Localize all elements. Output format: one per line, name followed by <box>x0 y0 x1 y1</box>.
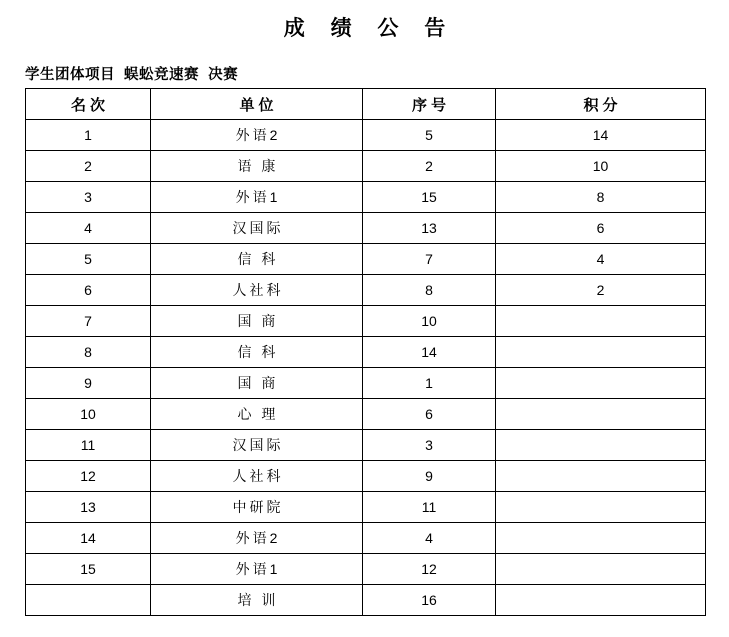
cell-seq: 9 <box>363 461 496 492</box>
cell-unit: 培 训 <box>151 585 363 616</box>
cell-seq: 2 <box>363 151 496 182</box>
column-header-rank: 名次 <box>26 89 151 120</box>
table-row <box>26 275 706 306</box>
cell-points: 10 <box>496 151 706 182</box>
cell-points: 14 <box>496 120 706 151</box>
cell-seq: 11 <box>363 492 496 523</box>
cell-points <box>496 585 706 616</box>
table-row <box>26 368 706 399</box>
cell-seq: 3 <box>363 430 496 461</box>
cell-rank: 11 <box>26 430 151 461</box>
table-row <box>26 120 706 151</box>
table-row <box>26 151 706 182</box>
table-body <box>26 120 706 616</box>
cell-rank: 8 <box>26 337 151 368</box>
cell-rank: 1 <box>26 120 151 151</box>
cell-unit: 心 理 <box>151 399 363 430</box>
cell-points: 4 <box>496 244 706 275</box>
page-title: 成 绩 公 告 <box>283 17 456 40</box>
table-row <box>26 182 706 213</box>
cell-points: 2 <box>496 275 706 306</box>
table-row <box>26 430 706 461</box>
cell-points <box>496 554 706 585</box>
cell-seq: 4 <box>363 523 496 554</box>
cell-seq: 12 <box>363 554 496 585</box>
cell-points <box>496 306 706 337</box>
cell-unit: 外语2 <box>151 120 363 151</box>
cell-rank: 9 <box>26 368 151 399</box>
cell-rank: 14 <box>26 523 151 554</box>
table-row <box>26 492 706 523</box>
cell-unit: 人社科 <box>151 275 363 306</box>
cell-points <box>496 461 706 492</box>
cell-seq: 14 <box>363 337 496 368</box>
cell-points <box>496 399 706 430</box>
column-header-points: 积分 <box>496 89 706 120</box>
cell-unit: 国 商 <box>151 306 363 337</box>
column-header-seq: 序号 <box>363 89 496 120</box>
cell-points: 6 <box>496 213 706 244</box>
cell-unit: 外语1 <box>151 182 363 213</box>
cell-rank: 10 <box>26 399 151 430</box>
cell-seq: 13 <box>363 213 496 244</box>
cell-seq: 10 <box>363 306 496 337</box>
cell-points: 8 <box>496 182 706 213</box>
table-row <box>26 213 706 244</box>
cell-unit: 外语1 <box>151 554 363 585</box>
table-row <box>26 585 706 616</box>
cell-points <box>496 368 706 399</box>
cell-points <box>496 492 706 523</box>
cell-rank: 12 <box>26 461 151 492</box>
table-row <box>26 461 706 492</box>
cell-seq: 6 <box>363 399 496 430</box>
cell-rank: 2 <box>26 151 151 182</box>
cell-unit: 语 康 <box>151 151 363 182</box>
cell-rank <box>26 585 151 616</box>
cell-rank: 15 <box>26 554 151 585</box>
table-row <box>26 244 706 275</box>
cell-rank: 4 <box>26 213 151 244</box>
cell-rank: 6 <box>26 275 151 306</box>
table-row <box>26 523 706 554</box>
cell-points <box>496 337 706 368</box>
cell-unit: 人社科 <box>151 461 363 492</box>
results-table <box>25 88 706 616</box>
cell-unit: 汉国际 <box>151 213 363 244</box>
cell-unit: 外语2 <box>151 523 363 554</box>
table-row <box>26 306 706 337</box>
cell-unit: 中研院 <box>151 492 363 523</box>
cell-seq: 15 <box>363 182 496 213</box>
cell-rank: 3 <box>26 182 151 213</box>
cell-rank: 7 <box>26 306 151 337</box>
table-row <box>26 337 706 368</box>
cell-seq: 16 <box>363 585 496 616</box>
cell-rank: 13 <box>26 492 151 523</box>
cell-seq: 5 <box>363 120 496 151</box>
cell-points <box>496 523 706 554</box>
cell-unit: 信 科 <box>151 244 363 275</box>
event-subtitle: 学生团体项目 蜈蚣竞速赛 决赛 <box>25 67 239 83</box>
cell-seq: 1 <box>363 368 496 399</box>
table-row <box>26 399 706 430</box>
cell-rank: 5 <box>26 244 151 275</box>
column-header-unit: 单位 <box>151 89 363 120</box>
cell-points <box>496 430 706 461</box>
cell-unit: 汉国际 <box>151 430 363 461</box>
table-row <box>26 554 706 585</box>
cell-seq: 7 <box>363 244 496 275</box>
cell-seq: 8 <box>363 275 496 306</box>
table-header-row <box>26 89 706 120</box>
cell-unit: 国 商 <box>151 368 363 399</box>
cell-unit: 信 科 <box>151 337 363 368</box>
